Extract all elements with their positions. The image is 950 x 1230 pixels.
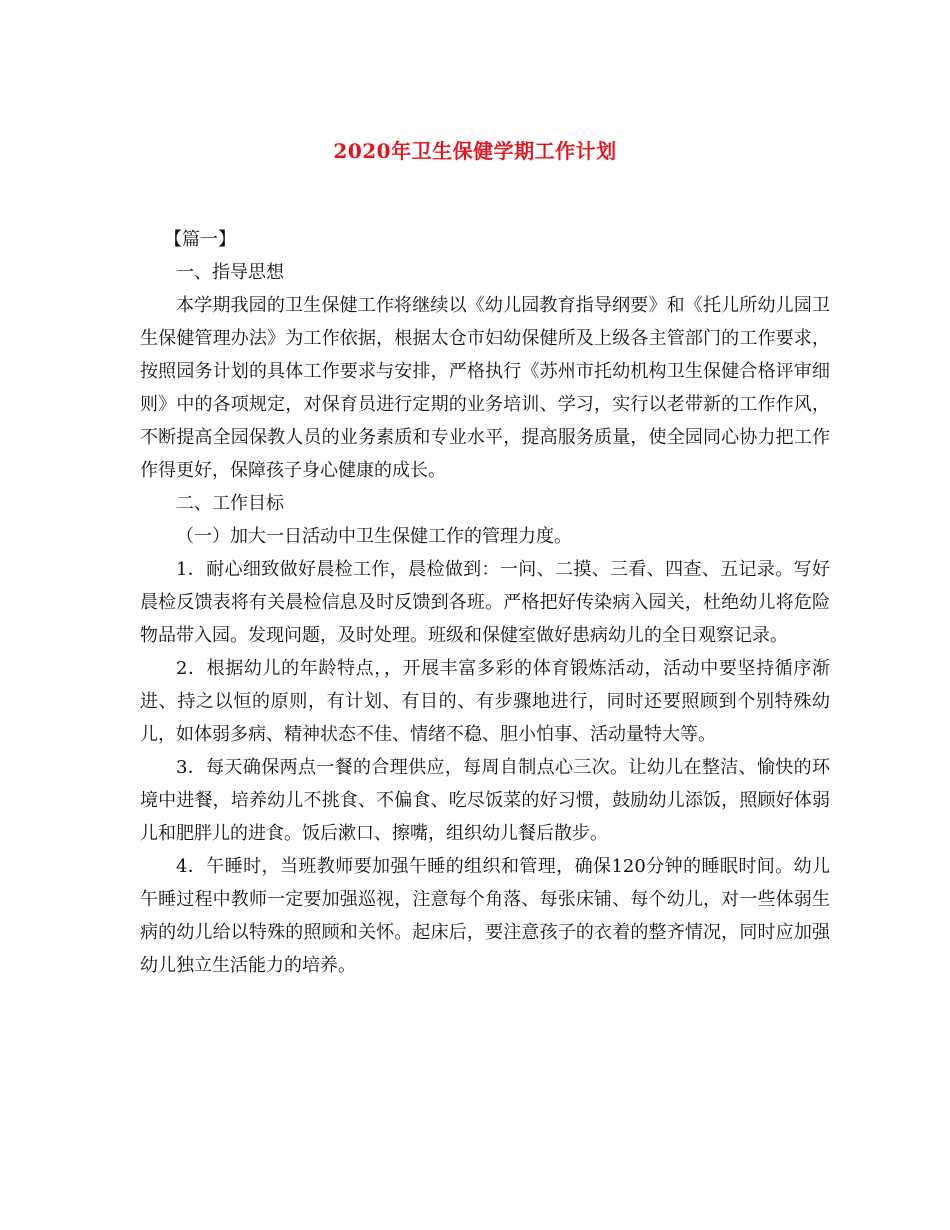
- item-physical-exercise: 2．根据幼儿的年龄特点，，开展丰富多彩的体育锻炼活动，活动中要坚持循序渐进、持之以恒的原则，有计划、有目的、有步骤地进行，同时还要照顾到个别特殊幼儿，如体弱多病、精神状态不佳、情绪不稳、胆小怕事、活动量特大等。: [140, 658, 830, 745]
- item-morning-check: 1．耐心细致做好晨检工作，晨检做到：一问、二摸、三看、四查、五记录。写好晨检反馈表将有关晨检信息及时反馈到各班。严格把好传染病入园关，杜绝幼儿将危险物品带入园。发现问题，及时处理。班级和保健室做好患病幼儿的全日观察记录。: [140, 559, 830, 646]
- paragraph-guiding-thought: 本学期我园的卫生保健工作将继续以《幼儿园教育指导纲要》和《托儿所幼儿园卫生保健管理办法》为工作依据，根据太仓市妇幼保健所及上级各主管部门的工作要求，按照园务计划的具体工作要求与安排，严格执行《苏州市托幼机构卫生保健合格评审细则》中的各项规定，对保育员进行定期的业务培训、学习，实行以老带新的工作作风，不断提高全园保教人员的业务素质和专业水平，提高服务质量，使全园同心协力把工作作得更好，保障孩子身心健康的成长。: [140, 295, 830, 481]
- document-body: [140, 223, 830, 982]
- heading-guiding-thought: 一、指导思想: [176, 262, 284, 283]
- subheading-daily-management: （一）加大一日活动中卫生保健工作的管理力度。: [176, 526, 572, 547]
- item-nap-time: 4．午睡时，当班教师要加强午睡的组织和管理，确保120分钟的睡眠时间。幼儿午睡过程中教师一定要加强巡视，注意每个角落、每张床铺、每个幼儿，对一些体弱生病的幼儿给以特殊的照顾和关怀。起床后，要注意孩子的衣着的整齐情况，同时应加强幼儿独立生活能力的培养。: [140, 856, 830, 976]
- heading-work-goals: 二、工作目标: [176, 493, 284, 514]
- item-meals: 3．每天确保两点一餐的合理供应，每周自制点心三次。让幼儿在整洁、愉快的环境中进餐，培养幼儿不挑食、不偏食、吃尽饭菜的好习惯，鼓励幼儿添饭，照顾好体弱儿和肥胖儿的进食。饭后漱口、擦嘴，组织幼儿餐后散步。: [140, 757, 830, 844]
- section-label: 【篇一】: [164, 229, 236, 250]
- document-title: 2020年卫生保健学期工作计划: [333, 139, 617, 163]
